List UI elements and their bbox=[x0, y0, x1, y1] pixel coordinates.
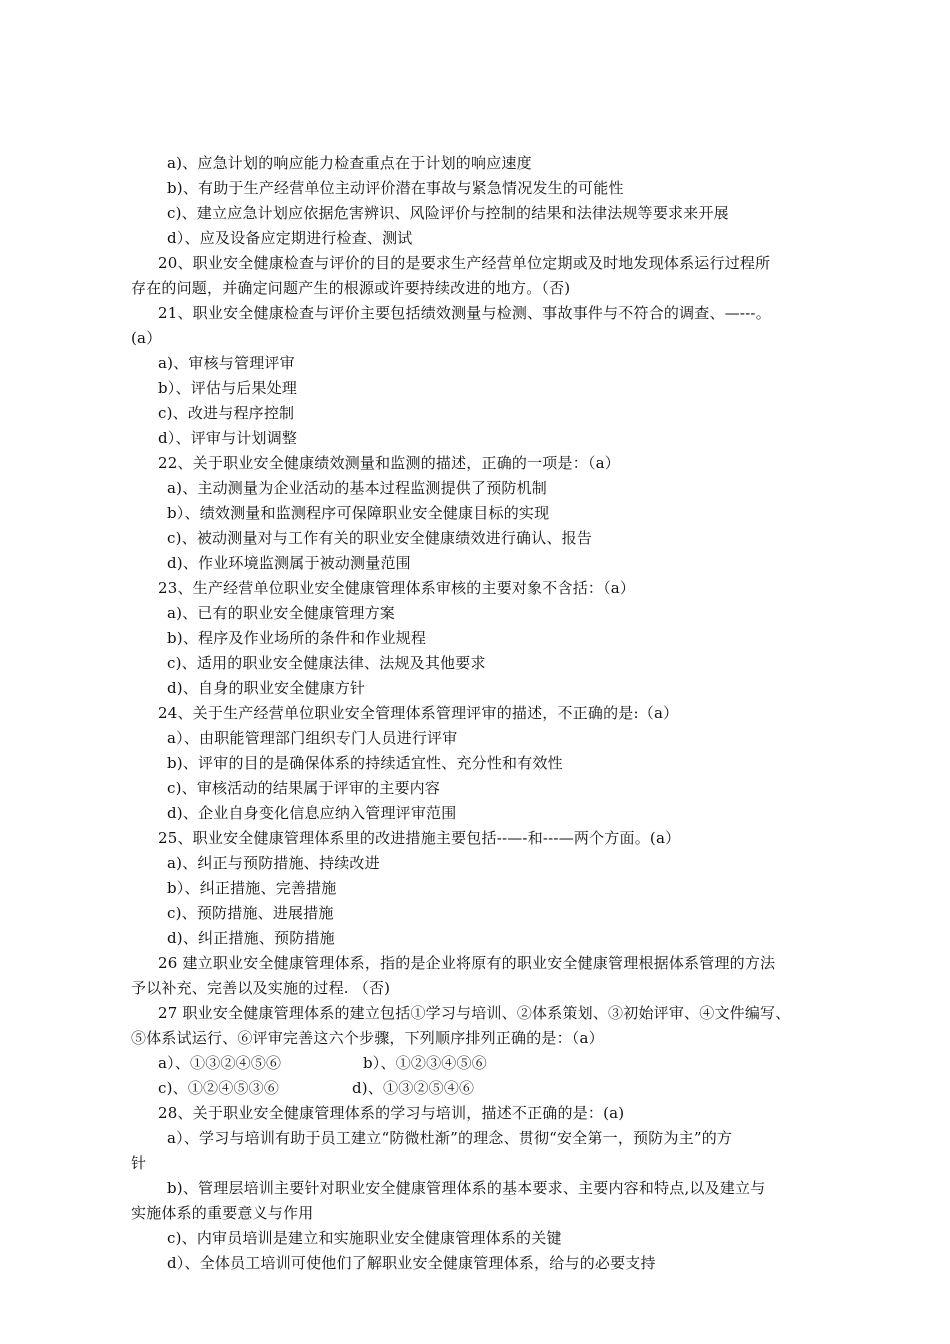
option-line: b)、有助于生产经营单位主动评价潜在事故与紧急情况发生的可能性 bbox=[167, 179, 624, 197]
option-line: c)、预防措施、进展措施 bbox=[167, 904, 334, 922]
option-line: 实施体系的重要意义与作用 bbox=[131, 1204, 314, 1222]
question-line: 23、生产经营单位职业安全健康管理体系审核的主要对象不含括：（a） bbox=[158, 579, 636, 597]
question-line: 26 建立职业安全健康管理体系，指的是企业将原有的职业安全健康管理根据体系管理的方法 bbox=[158, 954, 776, 972]
option-line: d)、①③②⑤④⑥ bbox=[352, 1079, 475, 1097]
option-line: a）、学习与培训有助于员工建立“防微杜渐”的理念、贯彻“安全第一，预防为主”的方 bbox=[167, 1129, 733, 1147]
option-line: a)、已有的职业安全健康管理方案 bbox=[167, 604, 395, 622]
option-line: d）、全体员工培训可使他们了解职业安全健康管理体系，给与的必要支持 bbox=[167, 1254, 656, 1272]
option-line: b）、纠正措施、完善措施 bbox=[167, 879, 337, 897]
option-line: a)、审核与管理评审 bbox=[158, 354, 295, 372]
option-line: b)、评审的目的是确保体系的持续适宜性、充分性和有效性 bbox=[167, 754, 563, 772]
question-line: (a） bbox=[131, 329, 162, 347]
option-line: d)、纠正措施、预防措施 bbox=[167, 929, 335, 947]
option-line: b）、①②③④⑤⑥ bbox=[363, 1054, 487, 1072]
option-line: b）、绩效测量和监测程序可保障职业安全健康目标的实现 bbox=[167, 504, 550, 522]
question-line: 25、职业安全健康管理体系里的改进措施主要包括--—-和---—两个方面。(a） bbox=[158, 829, 681, 847]
option-line: c)、①②④⑤③⑥ bbox=[158, 1079, 280, 1097]
option-line: a）、①③②④⑤⑥ bbox=[158, 1054, 282, 1072]
option-line: a)、纠正与预防措施、持续改进 bbox=[167, 854, 380, 872]
option-line: d）、应及设备应定期进行检查、测试 bbox=[167, 229, 413, 247]
option-line: c)、内审员培训是建立和实施职业安全健康管理体系的关键 bbox=[167, 1229, 562, 1247]
question-line: 予以补充、完善以及实施的过程. （否) bbox=[131, 979, 391, 997]
option-line: b)、管理层培训主要针对职业安全健康管理体系的基本要求、主要内容和特点,以及建立与 bbox=[167, 1179, 766, 1197]
option-line: c)、适用的职业安全健康法律、法规及其他要求 bbox=[167, 654, 486, 672]
option-line: 针 bbox=[131, 1154, 147, 1172]
option-line: c)、改进与程序控制 bbox=[158, 404, 295, 422]
question-line: 22、关于职业安全健康绩效测量和监测的描述，正确的一项是：（a） bbox=[158, 454, 620, 472]
question-line: 存在的问题，并确定问题产生的根源或许要持续改进的地方。（否) bbox=[131, 279, 571, 297]
option-line: d)、作业环境监测属于被动测量范围 bbox=[167, 554, 411, 572]
option-line: b)、程序及作业场所的条件和作业规程 bbox=[167, 629, 427, 647]
option-line: a)、应急计划的响应能力检查重点在于计划的响应速度 bbox=[167, 154, 532, 172]
option-line: c)、被动测量对与工作有关的职业安全健康绩效进行确认、报告 bbox=[167, 529, 593, 547]
option-line: c)、建立应急计划应依据危害辨识、风险评价与控制的结果和法律法规等要求来开展 bbox=[167, 204, 729, 222]
question-line: 27 职业安全健康管理体系的建立包括①学习与培训、②体系策划、③初始评审、④文件编写、 bbox=[158, 1004, 791, 1022]
question-line: 24、关于生产经营单位职业安全管理体系管理评审的描述，不正确的是:（a） bbox=[158, 704, 679, 722]
question-line: 20、职业安全健康检查与评价的目的是要求生产经营单位定期或及时地发现体系运行过程所 bbox=[158, 254, 771, 272]
option-line: c)、审核活动的结果属于评审的主要内容 bbox=[167, 779, 441, 797]
question-line: ⑤体系试运行、⑥评审完善这六个步骤，下列顺序排列正确的是：（a） bbox=[131, 1029, 604, 1047]
question-line: 28、关于职业安全健康管理体系的学习与培训，描述不正确的是：(a) bbox=[158, 1104, 625, 1122]
option-line: d)、企业自身变化信息应纳入管理评审范围 bbox=[167, 804, 457, 822]
question-line: 21、职业安全健康检查与评价主要包括绩效测量与检测、事故事件与不符合的调查、—---。 bbox=[158, 304, 771, 322]
option-line: a）、由职能管理部门组织专门人员进行评审 bbox=[167, 729, 458, 747]
option-line: a)、主动测量为企业活动的基本过程监测提供了预防机制 bbox=[167, 479, 547, 497]
option-line: d）、评审与计划调整 bbox=[158, 429, 298, 447]
option-line: b）、评估与后果处理 bbox=[158, 379, 298, 397]
option-line: d)、自身的职业安全健康方针 bbox=[167, 679, 366, 697]
